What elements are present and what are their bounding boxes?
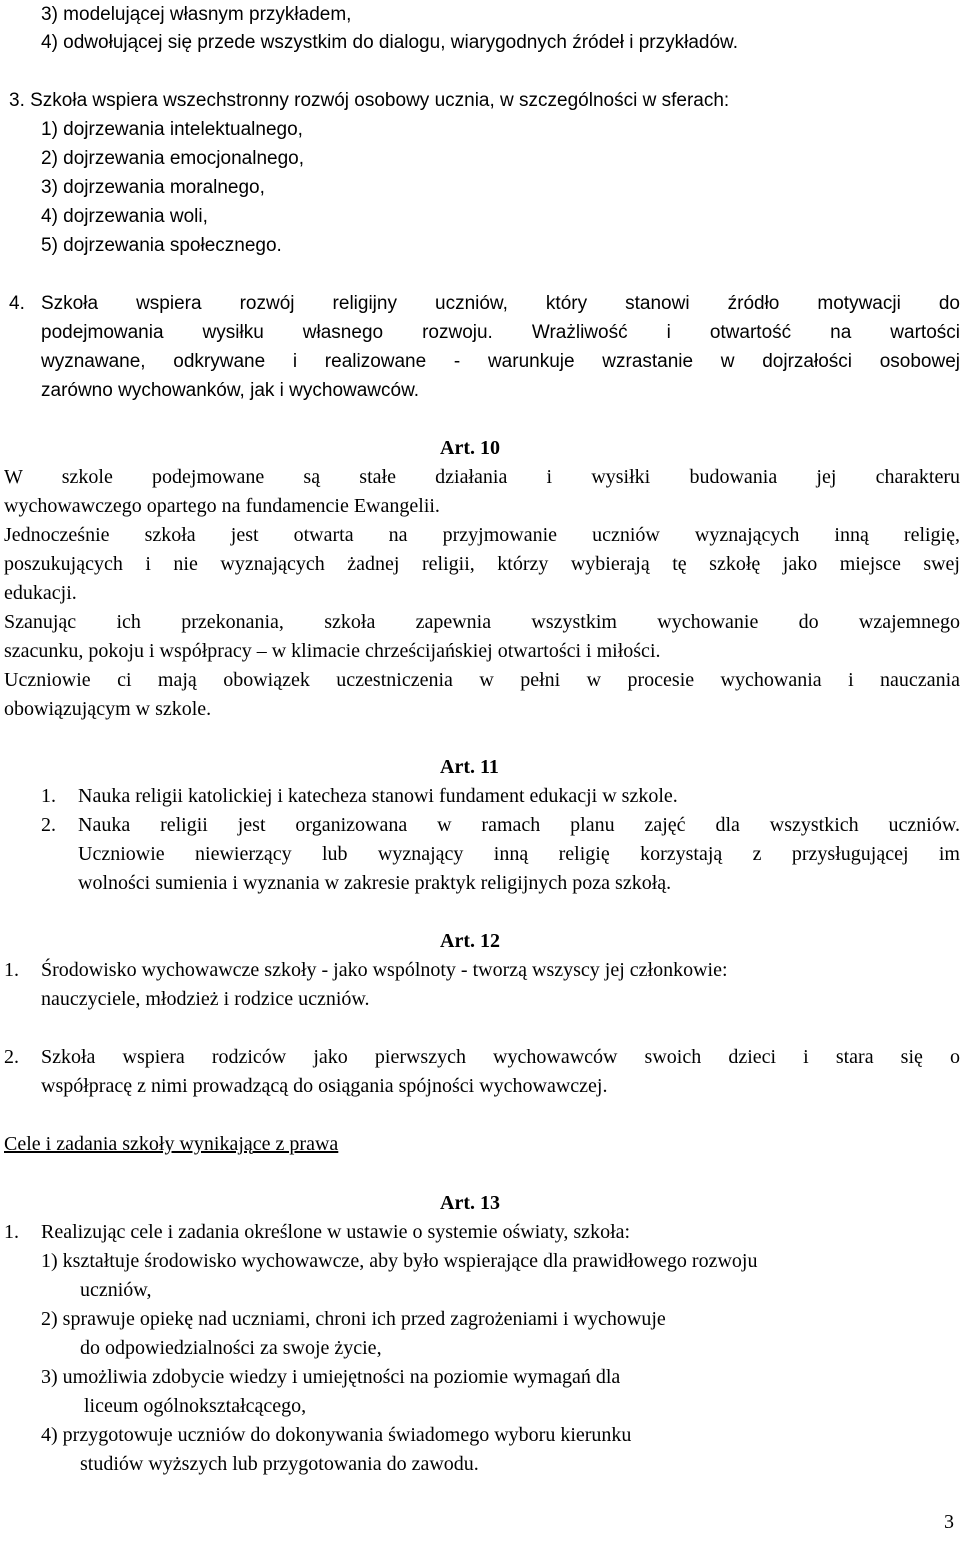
paragraph-line: Jednocześnie szkoła jest otwarta na przyjmowanie uczniów wyznających inną religię, [4, 524, 960, 546]
paragraph-line: Uczniowie ci mają obowiązek uczestniczenia w pełni w procesie wychowania i nauczania [4, 669, 960, 691]
paragraph-line: zarówno wychowanków, jak i wychowawców. [41, 380, 420, 401]
sub-list-item: 2) sprawuje opiekę nad uczniami, chroni ich przed zagrożeniami i wychowuje [41, 1308, 666, 1330]
list-number: 1. [4, 1221, 19, 1243]
sub-list-item-continuation: studiów wyższych lub przygotowania do zawodu. [80, 1453, 479, 1475]
article-title: Art. 10 [440, 437, 500, 459]
list-number: 2. [4, 1046, 19, 1068]
paragraph-line: nauczyciele, młodzież i rodzice uczniów. [41, 988, 370, 1010]
paragraph-line: obowiązującym w szkole. [4, 698, 212, 720]
sub-list-item: 3) umożliwia zdobycie wiedzy i umiejętności na poziomie wymagań dla [41, 1366, 621, 1388]
list-item: 4) dojrzewania woli, [41, 206, 208, 227]
paragraph-line: wychowawczego opartego na fundamencie Ewangelii. [4, 495, 440, 517]
article-title: Art. 13 [440, 1192, 500, 1214]
list-item: Nauka religii katolickiej i katecheza stanowi fundament edukacji w szkole. [78, 785, 678, 807]
list-item: 3) modelującej własnym przykładem, [41, 4, 352, 25]
paragraph-line: podejmowania wysiłku własnego rozwoju. Wrażliwość i otwartość na wartości [41, 322, 960, 343]
list-item: Realizując cele i zadania określone w ustawie o systemie oświaty, szkoła: [41, 1221, 631, 1243]
paragraph-line: edukacji. [4, 582, 77, 604]
list-item: 3) dojrzewania moralnego, [41, 177, 265, 198]
paragraph-line: Środowisko wychowawcze szkoły - jako wspólnoty - tworzą wszyscy jej członkowie: [41, 959, 728, 981]
list-number: 1. [41, 785, 56, 807]
paragraph-line: Uczniowie niewierzący lub wyznający inną religię korzystają z przysługującej im [78, 843, 960, 865]
list-item: 5) dojrzewania społecznego. [41, 235, 282, 256]
article-title: Art. 11 [440, 756, 499, 778]
list-item: 2) dojrzewania emocjonalnego, [41, 148, 304, 169]
page-number: 3 [944, 1511, 954, 1533]
paragraph-line: poszukujących i nie wyznających żadnej religii, którzy wybierają tę szkołę jako miejsce swej [4, 553, 960, 575]
sub-list-item-continuation: uczniów, [80, 1279, 152, 1301]
paragraph-line: szacunku, pokoju i współpracy – w klimacie chrześcijańskiej otwartości i miłości. [4, 640, 661, 662]
paragraph-line: W szkole podejmowane są stałe działania i wysiłki budowania jej charakteru [4, 466, 960, 488]
list-number: 2. [41, 814, 56, 836]
sub-list-item: 1) kształtuje środowisko wychowawcze, aby było wspierające dla prawidłowego rozwoju [41, 1250, 758, 1272]
paragraph-line: Nauka religii jest organizowana w ramach planu zajęć dla wszystkich uczniów. [78, 814, 960, 836]
point-4-number: 4. [9, 293, 25, 314]
list-item: 4) odwołującej się przede wszystkim do dialogu, wiarygodnych źródeł i przykładów. [41, 32, 738, 53]
list-number: 1. [4, 959, 19, 981]
sub-list-item-continuation: liceum ogólnokształcącego, [84, 1395, 307, 1417]
sub-list-item: 4) przygotowuje uczniów do dokonywania świadomego wyboru kierunku [41, 1424, 632, 1446]
sub-list-item-continuation: do odpowiedzialności za swoje życie, [80, 1337, 382, 1359]
paragraph-line: wyznawane, odkrywane i realizowane - warunkuje wzrastanie w dojrzałości osobowej [41, 351, 960, 372]
paragraph-line: Szanując ich przekonania, szkoła zapewnia wszystkim wychowanie do wzajemnego [4, 611, 960, 633]
section-heading: Cele i zadania szkoły wynikające z prawa [4, 1133, 339, 1155]
article-title: Art. 12 [440, 930, 500, 952]
paragraph-line: Szkoła wspiera rozwój religijny uczniów, który stanowi źródło motywacji do [41, 293, 960, 314]
paragraph-line: Szkoła wspiera rodziców jako pierwszych wychowawców swoich dzieci i stara się o [41, 1046, 960, 1068]
point-3-heading: 3. Szkoła wspiera wszechstronny rozwój osobowy ucznia, w szczególności w sferach: [9, 90, 730, 111]
list-item: 1) dojrzewania intelektualnego, [41, 119, 303, 140]
paragraph-line: współpracę z nimi prowadzącą do osiągania spójności wychowawczej. [41, 1075, 608, 1097]
paragraph-line: wolności sumienia i wyznania w zakresie praktyk religijnych poza szkołą. [78, 872, 672, 894]
